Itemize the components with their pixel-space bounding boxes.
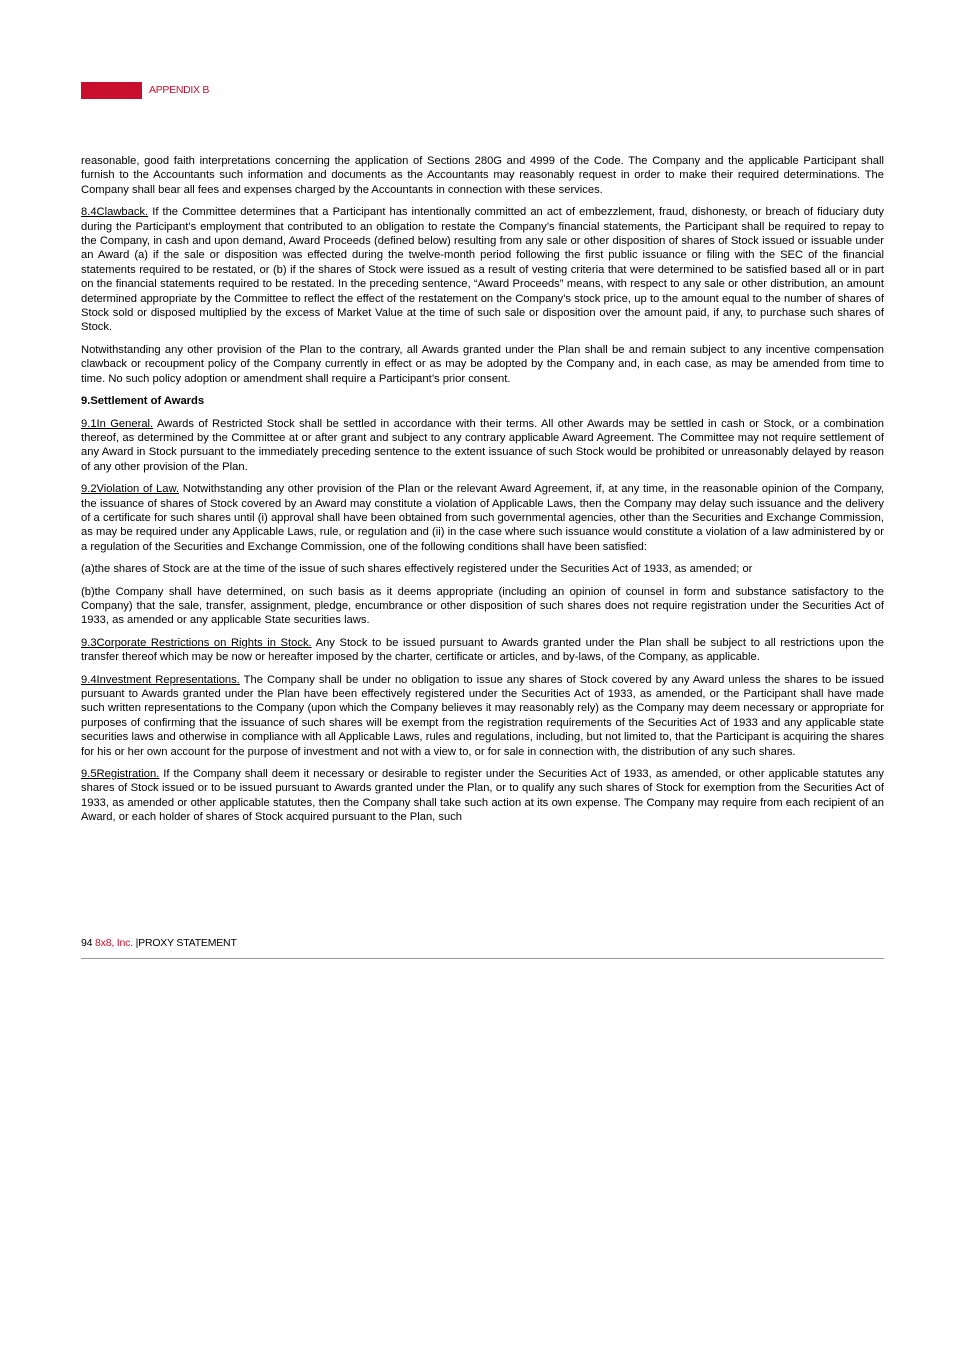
section-9-5: [81, 767, 884, 825]
section-9-4: [81, 673, 884, 759]
condition-b: (b)the Company shall have determined, on such basis as it deems appropriate (including an opinion of counsel in form and substance satisfactory to the Company) that the sale, transfer, assignment, pledge, encumbrance or other disposition of such shares does not require registration under the Securities Act of 1933, as amended or any applicable State securities laws.: [81, 585, 884, 627]
section-body-investment-representations: The Company shall be under no obligation to issue any shares of Stock covered by any Award unless the shares to be issued pursuant to Awards granted under the Plan have been effectively registered under the Securities Act of 1933, as amended, or the Participant shall have made such written representations to the Company (upon which the Company believes it may reasonably rely) as the Company may deem necessary or appropriate for purposes of confirming that the issuance of such shares will be exempt from the registration requirements of the Securities Act of 1933 and any applicable state securities laws and otherwise in compliance with all Applicable Laws, rules and regulations, including, but not limited to, that the Participant is acquiring the shares for his or her own account for the purpose of investment and not with a view to, or for sale in connection with, the distribution of any such shares.: [81, 673, 884, 758]
company-name: 8x8, Inc.: [95, 937, 133, 949]
section-9-1: [81, 417, 884, 475]
footer-separator: |: [135, 937, 139, 949]
section-9-2: [81, 482, 884, 554]
section-body-in-general: Awards of Restricted Stock shall be settled in accordance with their terms. All other Awards may be settled in cash or Stock, or a combination thereof, as determined by the Committee at or after grant and subject to any contrary applicable Award Agreement. The Committee may not require settlement of any Award in Stock pursuant to the immediately preceding sentence to the extent issuance of such Stock would be prohibited or unreasonably delayed by reason of any other provision of the Plan.: [81, 417, 885, 473]
section-title-corporate-restrictions: 9.3Corporate Restrictions on Rights in Stock.: [81, 636, 312, 649]
section-body-corporate-restrictions: Any Stock to be issued pursuant to Awards granted under the Plan shall be subject to all restrictions upon the transfer thereof which may be now or hereafter imposed by the charter, certificate or articles, and by-laws, of the Company, as applicable.: [81, 636, 884, 664]
condition-a: (a)the shares of Stock are at the time of the issue of such shares effectively registered under the Securities Act of 1933, as amended; or: [81, 563, 753, 576]
section-title-clawback: 8.4Clawback.: [81, 206, 149, 219]
page-number: 94: [81, 937, 93, 949]
paragraph-clawback-policy: Notwithstanding any other provision of the Plan to the contrary, all Awards granted under the Plan shall be and remain subject to any incentive compensation clawback or recoupment policy of the Company currently in effect or as may be adopted by the Company and, in each case, as may be amended from time to time. No such policy adoption or amendment shall require a Participant’s prior consent.: [81, 343, 884, 385]
footer-divider: [81, 958, 884, 959]
section-title-registration: 9.5Registration.: [81, 768, 160, 781]
section-body-violation-of-law: Notwithstanding any other provision of the Plan or the relevant Award Agreement, if, at any time, in the reasonable opinion of the Company, the issuance of shares of Stock covered by an Award may constitute a violation of Applicable Laws, then the Company may delay such issuance and the delivery of a certificate for such shares until (i) approval shall have been obtained from such governmental agencies, other than the Securities and Exchange Commission, as may be required under any Applicable Laws, rule, or regulation and (ii) in the case where such issuance would constitute a violation of a law administered by or a regulation of the Securities and Exchange Commission, one of the following conditions shall have been satisfied:: [81, 483, 884, 553]
section-title-investment-representations: 9.4Investment Representations.: [81, 673, 240, 686]
appendix-label: APPENDIX B: [149, 84, 210, 96]
document-body: [81, 154, 884, 833]
section-title-in-general: 9.1In General.: [81, 417, 154, 430]
section-heading-settlement: 9.Settlement of Awards: [81, 395, 205, 408]
page-footer: [81, 937, 237, 949]
section-body-registration: If the Company shall deem it necessary or desirable to register under the Securities Act of 1933, as amended, or other applicable statutes any shares of Stock issued or to be issued pursuant to Awards granted under the Plan, or to qualify any such shares of Stock for exemption from the Securities Act of 1933, as amended or other applicable statutes, then the Company shall take such action at its own expense. The Company may require from each recipient of an Award, or each holder of shares of Stock acquired pursuant to the Plan, such: [81, 768, 884, 824]
paragraph-continuation: reasonable, good faith interpretations concerning the application of Sections 280G and 4999 of the Code. The Company and the applicable Participant shall furnish to the Accountants such information and documents as the Accountants may reasonably request in order to make their required determinations. The Company shall bear all fees and expenses charged by the Accountants in connection with these services.: [81, 155, 884, 196]
section-body-clawback: If the Committee determines that a Participant has intentionally committed an act of embezzlement, fraud, dishonesty, or breach of fiduciary duty during the Participant’s employment that contributed to an obligation to restate the Company’s financial statements, the Participant shall be required to repay to the Company, in cash and upon demand, Award Proceeds (defined below) resulting from any sale or other disposition of shares of Stock issued or issuable under an Award (a) if the sale or disposition was effected during the twelve-month period following the first public issuance or filing with the SEC of the financial statements required to be restated, or (b) if the shares of Stock were issued as a result of vesting criteria that were determined to be satisfied based all or in part on the financial statements required to be restated. In the preceding sentence, “Award Proceeds” means, with respect to any sale or other distribution, an amount determined appropriate by the Committee to reflect the effect of the restatement on the Company’s stock price, up to the amount equal to the number of shares of Stock sold or disposed multiplied by the excess of Market Value at the time of such sale or disposition over the amount paid, if any, to purchase such shares of Stock.: [81, 206, 884, 334]
section-8-4: [81, 205, 884, 335]
section-9-3: [81, 636, 884, 665]
header-accent-bar: [81, 82, 142, 99]
document-title: PROXY STATEMENT: [138, 937, 237, 949]
section-title-violation-of-law: 9.2Violation of Law.: [81, 483, 180, 496]
